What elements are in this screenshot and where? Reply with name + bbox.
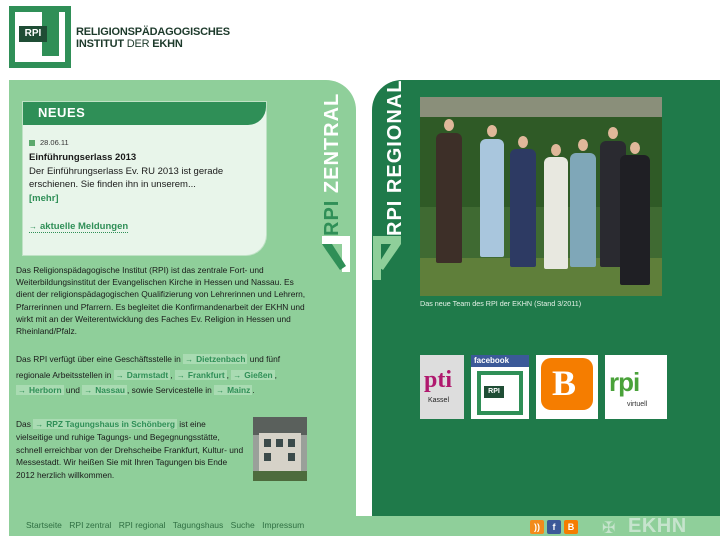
facebook-icon[interactable]: f: [547, 520, 561, 534]
logo-mark: RPI: [19, 26, 47, 42]
arrow-icon: →: [29, 222, 37, 231]
ekhn-cross-icon: ✠: [602, 520, 616, 537]
photo-head: [487, 125, 497, 137]
logo[interactable]: [9, 6, 71, 68]
blogger-letter: B: [552, 363, 577, 403]
arrow-icon: →: [216, 386, 225, 395]
regional-label-rpi: RPI: [384, 199, 406, 236]
link-dietzenbach[interactable]: [183, 354, 247, 364]
news-headline[interactable]: Einführungserlass 2013: [29, 152, 137, 163]
zentral-label[interactable]: [321, 93, 344, 236]
photo-head: [578, 139, 588, 151]
virtuell-title: rpi: [609, 367, 640, 397]
photo-head: [630, 142, 640, 154]
blogger-icon: [541, 358, 593, 410]
photo-head: [518, 136, 528, 148]
offices-text-2: und fünf regionale Arbeitsstellen in: [16, 354, 281, 380]
news-tab-label: NEUES: [38, 105, 86, 120]
house-window: [264, 453, 271, 461]
photo-person: [436, 133, 462, 263]
site-title-line2: [76, 38, 230, 50]
nav-rpi-zentral[interactable]: RPI zentral: [69, 520, 112, 530]
site-title-line1: RELIGIONSPÄDAGOGISCHES: [76, 26, 230, 38]
zentral-bracket-icon: [320, 236, 352, 274]
arrow-icon: →: [84, 386, 93, 395]
photo-person: [480, 139, 504, 257]
facebook-logo-mark: RPI: [484, 386, 504, 398]
offices-text-4: sowie Servicestelle in: [131, 385, 212, 395]
pti-title: pti: [424, 367, 453, 393]
site-title[interactable]: [76, 26, 230, 50]
facebook-label: facebook: [471, 355, 529, 367]
nav-impressum[interactable]: Impressum: [262, 520, 305, 530]
nav-tagungshaus[interactable]: Tagungshaus: [172, 520, 224, 530]
photo-head: [444, 119, 454, 131]
site-title-ekhn: EKHN: [152, 38, 183, 50]
pti-kassel-banner[interactable]: [420, 355, 464, 419]
house-window: [288, 439, 295, 447]
photo-person: [510, 149, 536, 267]
link-darmstadt-label: Darmstadt: [126, 369, 169, 380]
arrow-icon: →: [115, 370, 124, 380]
arrow-icon: →: [18, 386, 26, 395]
tagungshaus-image[interactable]: [253, 417, 307, 481]
all-news-link[interactable]: [29, 221, 128, 233]
link-nassau-label: Nassau: [95, 385, 126, 395]
news-date: 28.06.11: [29, 138, 69, 147]
link-herborn-label: Herborn: [29, 385, 62, 395]
link-giessen-label: Gießen: [244, 369, 273, 380]
photo-head: [608, 127, 618, 139]
blogger-banner[interactable]: [536, 355, 598, 419]
link-frankfurt[interactable]: [175, 370, 227, 380]
rpi-virtuell-banner[interactable]: [605, 355, 667, 419]
link-darmstadt[interactable]: [114, 370, 170, 380]
photo-person: [570, 153, 596, 267]
house-window: [288, 453, 295, 461]
house-window: [276, 439, 283, 447]
arrow-icon: →: [35, 420, 44, 429]
offices-text-1: Das RPI verfügt über eine Geschäftsstelle in: [16, 354, 181, 364]
photo-person: [544, 157, 568, 269]
news-tab: [23, 102, 266, 125]
ekhn-logo[interactable]: EKHN: [628, 515, 687, 537]
nav-startseite[interactable]: Startseite: [26, 520, 62, 530]
footer-nav: [26, 520, 309, 530]
facebook-banner[interactable]: [471, 355, 529, 419]
house-hedge: [253, 471, 307, 481]
site-title-der: DER: [126, 38, 150, 50]
intro-text: Das Religionspädagogische Institut (RPI) ist das zentrale Fort- und Weiterbildungsinstitut der Evangelischen Kirche in Hessen und Nassau. Es dient der religionspädagogischen Qualifizierung von Lehrerinnen und Lehrern, Pfarrerinnen und Pfarrern. Es begleitet die Konfirmandenarbeit der EKHN und wirkt mit an der Weiterentwicklung des Faches Ev. Religion in Hessen und Rheinland/Pfalz.: [16, 265, 306, 337]
link-nassau[interactable]: [82, 385, 127, 395]
zentral-label-text: ZENTRAL: [321, 92, 343, 194]
arrow-icon: →: [185, 355, 194, 364]
link-tagungshaus-label: RPZ Tagungshaus in Schönberg: [46, 419, 175, 429]
link-herborn[interactable]: [16, 385, 64, 395]
house-window: [264, 439, 271, 447]
offices-text: Das RPI verfügt über eine Geschäftsstelle in → Dietzenbach und fünf regionale Arbeitsstellen in → Darmstadt , → Frankfurt , → Gießen , → Herborn und → Nassau , sowie Servicestelle in → Mainz .: [16, 354, 281, 395]
arrow-icon: →: [176, 370, 185, 380]
link-dietzenbach-label: Dietzenbach: [196, 354, 246, 364]
link-mainz[interactable]: [214, 385, 252, 395]
arrow-icon: →: [233, 370, 242, 380]
link-frankfurt-label: Frankfurt: [187, 369, 225, 380]
link-giessen[interactable]: [231, 370, 274, 380]
offices-text-3: und: [65, 385, 80, 395]
facebook-logo: [477, 371, 523, 415]
news-body: Der Einführungserlass Ev. RU 2013 ist gerade erschienen. Sie finden ihn in unserem...: [29, 166, 224, 190]
photo-caption: Das neue Team des RPI der EKHN (Stand 3/2011): [420, 299, 582, 308]
regional-label-text: REGIONAL: [384, 79, 406, 194]
nav-rpi-regional[interactable]: RPI regional: [118, 520, 166, 530]
tagung-text-2: ist eine vielseitige und ruhige Tagungs- und Begegnungsstätte, schnell erreichbar von der Drehscheibe Frankfurt, Kultur- und Messestadt. Wir heißen Sie mit Ihren Tagungen bis Ende 2012 herzlich willkommen.: [16, 419, 244, 480]
virtuell-subtitle: virtuell: [627, 401, 648, 408]
pti-subtitle: Kassel: [428, 397, 450, 404]
tagung-text-1: Das: [16, 419, 31, 429]
photo-head: [551, 144, 561, 156]
photo-person: [620, 155, 650, 285]
link-mainz-label: Mainz: [227, 385, 251, 395]
rss-icon[interactable]: )): [530, 520, 544, 534]
tagung-text: [16, 418, 244, 481]
site-title-institut: INSTITUT: [76, 38, 124, 50]
regional-bracket-icon: [371, 236, 403, 284]
team-photo: [420, 97, 662, 296]
blogger-small-icon[interactable]: B: [564, 520, 578, 534]
all-news-label: aktuelle Meldungen: [40, 221, 129, 232]
news-more-link[interactable]: [mehr]: [29, 193, 59, 204]
nav-suche[interactable]: Suche: [230, 520, 255, 530]
zentral-label-rpi: RPI: [321, 199, 343, 236]
link-tagungshaus[interactable]: [33, 419, 177, 429]
regional-label[interactable]: [384, 80, 407, 236]
